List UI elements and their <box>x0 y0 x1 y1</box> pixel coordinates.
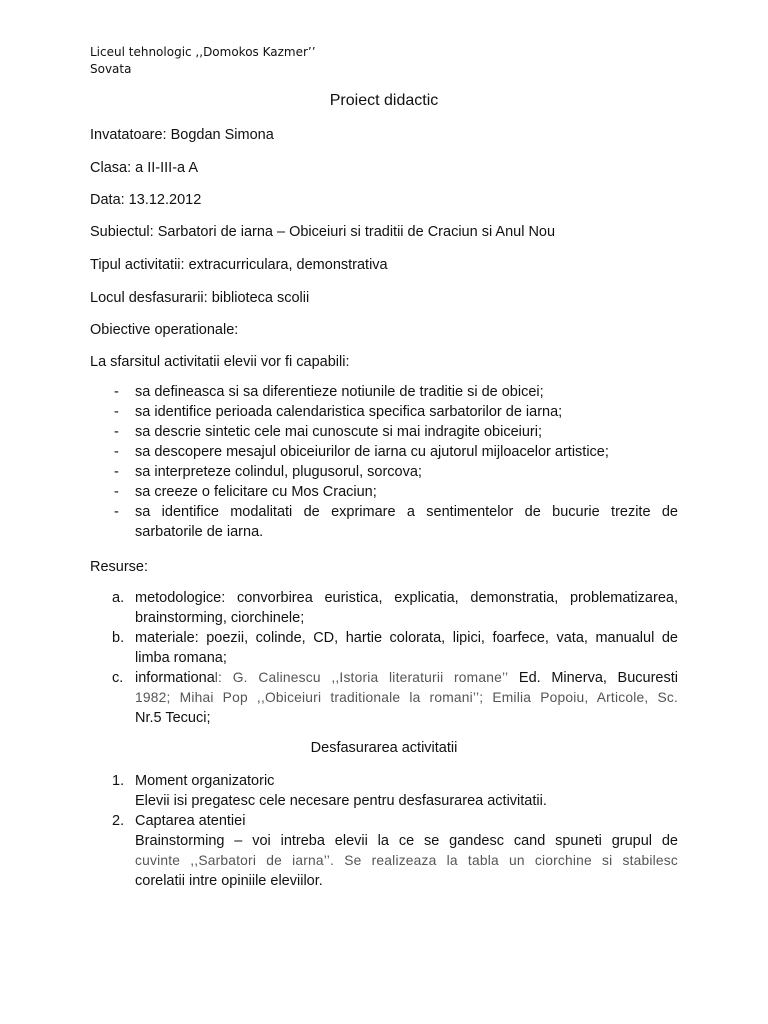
list-dash: - <box>114 444 119 460</box>
list-item <box>90 771 678 811</box>
step-number: 1. <box>112 773 125 789</box>
list-marker: a. <box>112 590 125 606</box>
list-item <box>90 811 678 891</box>
list-item <box>90 442 678 462</box>
location-field: Locul desfasurarii: biblioteca scolii <box>90 290 310 306</box>
date-field: Data: 13.12.2012 <box>90 192 202 208</box>
list-item-text: sa defineasca si sa diferentieze notiunile de traditie si de obicei; <box>135 384 544 400</box>
step-title: Moment organizatoric <box>135 773 275 789</box>
list-item-text-cont: sarbatorile de iarna. <box>135 524 264 540</box>
resource-methodological: metodologice: convorbirea euristica, explicatia, demonstratia, problematizarea, <box>135 590 678 606</box>
resources-list <box>90 588 678 728</box>
resource-informational <box>135 668 678 688</box>
school-header <box>90 44 316 78</box>
step-text-line2: cuvinte ,,Sarbatori de iarna’’. Se realizeaza la tabla un ciorchine si stabilesc <box>135 853 678 868</box>
list-item-text: sa interpreteze colindul, plugusorul, sorcova; <box>135 464 422 480</box>
step-text: Brainstorming – voi intreba elevii la ce se gandesc cand spuneti grupul de <box>135 833 678 849</box>
list-dash: - <box>114 424 119 440</box>
objectives-intro: La sfarsitul activitatii elevii vor fi capabili: <box>90 354 350 370</box>
resource-informational-b: l: G. Calinescu ,,Istoria literaturii romane’’ <box>214 670 509 685</box>
list-dash: - <box>114 504 119 520</box>
development-heading: Desfasurarea activitatii <box>310 740 458 756</box>
list-dash: - <box>114 404 119 420</box>
list-item <box>90 382 678 402</box>
document-title: Proiect didactic <box>329 92 439 109</box>
list-item-text: sa identifice modalitati de exprimare a sentimentelor de bucurie trezite de <box>135 504 678 520</box>
list-marker: c. <box>112 670 124 686</box>
activity-type-field: Tipul activitatii: extracurriculara, demonstrativa <box>90 257 388 273</box>
teacher-field: Invatatoare: Bogdan Simona <box>90 127 274 143</box>
list-item <box>90 502 678 542</box>
list-item-text: sa identifice perioada calendaristica specifica sarbatorilor de iarna; <box>135 404 563 420</box>
list-item <box>90 482 678 502</box>
list-item-text: sa creeze o felicitare cu Mos Craciun; <box>135 484 377 500</box>
resource-informational-a: informationa <box>135 670 215 686</box>
list-item <box>90 588 678 628</box>
step-text-line3: corelatii intre opiniile eleviilor. <box>135 873 323 889</box>
list-dash: - <box>114 464 119 480</box>
subject-field: Subiectul: Sarbatori de iarna – Obiceiuri si traditii de Craciun si Anul Nou <box>90 224 556 240</box>
step-title: Captarea atentiei <box>135 813 246 829</box>
list-item <box>90 668 678 728</box>
resource-informational-c: Ed. Minerva, Bucuresti <box>508 670 678 686</box>
list-item <box>90 422 678 442</box>
resource-materials: materiale: poezii, colinde, CD, hartie colorata, lipici, foarfece, vata, manualul de <box>135 630 678 646</box>
objectives-label: Obiective operationale: <box>90 322 239 338</box>
list-dash: - <box>114 384 119 400</box>
class-field: Clasa: a II-III-a A <box>90 160 198 176</box>
resources-label: Resurse: <box>90 559 149 575</box>
step-text: Elevii isi pregatesc cele necesare pentru desfasurarea activitatii. <box>135 793 547 809</box>
list-item <box>90 402 678 422</box>
resource-informational-line3: Nr.5 Tecuci; <box>135 710 211 726</box>
resource-materials-cont: limba romana; <box>135 650 227 666</box>
development-steps <box>90 771 678 891</box>
list-item <box>90 628 678 668</box>
list-dash: - <box>114 484 119 500</box>
school-town: Sovata <box>90 62 132 76</box>
list-item-text: sa descrie sintetic cele mai cunoscute si mai indragite obiceiuri; <box>135 424 542 440</box>
list-item <box>90 462 678 482</box>
list-item-text: sa descopere mesajul obiceiurilor de iarna cu ajutorul mijloacelor artistice; <box>135 444 609 460</box>
list-marker: b. <box>112 630 125 646</box>
resource-informational-line2: 1982; Mihai Pop ,,Obiceiuri traditionale la romani’’; Emilia Popoiu, Articole, Sc. <box>135 690 678 705</box>
objectives-list <box>90 382 678 542</box>
resource-methodological-cont: brainstorming, ciorchinele; <box>135 610 305 626</box>
school-name: Liceul tehnologic ,,Domokos Kazmer’’ <box>90 45 316 59</box>
step-number: 2. <box>112 813 125 829</box>
